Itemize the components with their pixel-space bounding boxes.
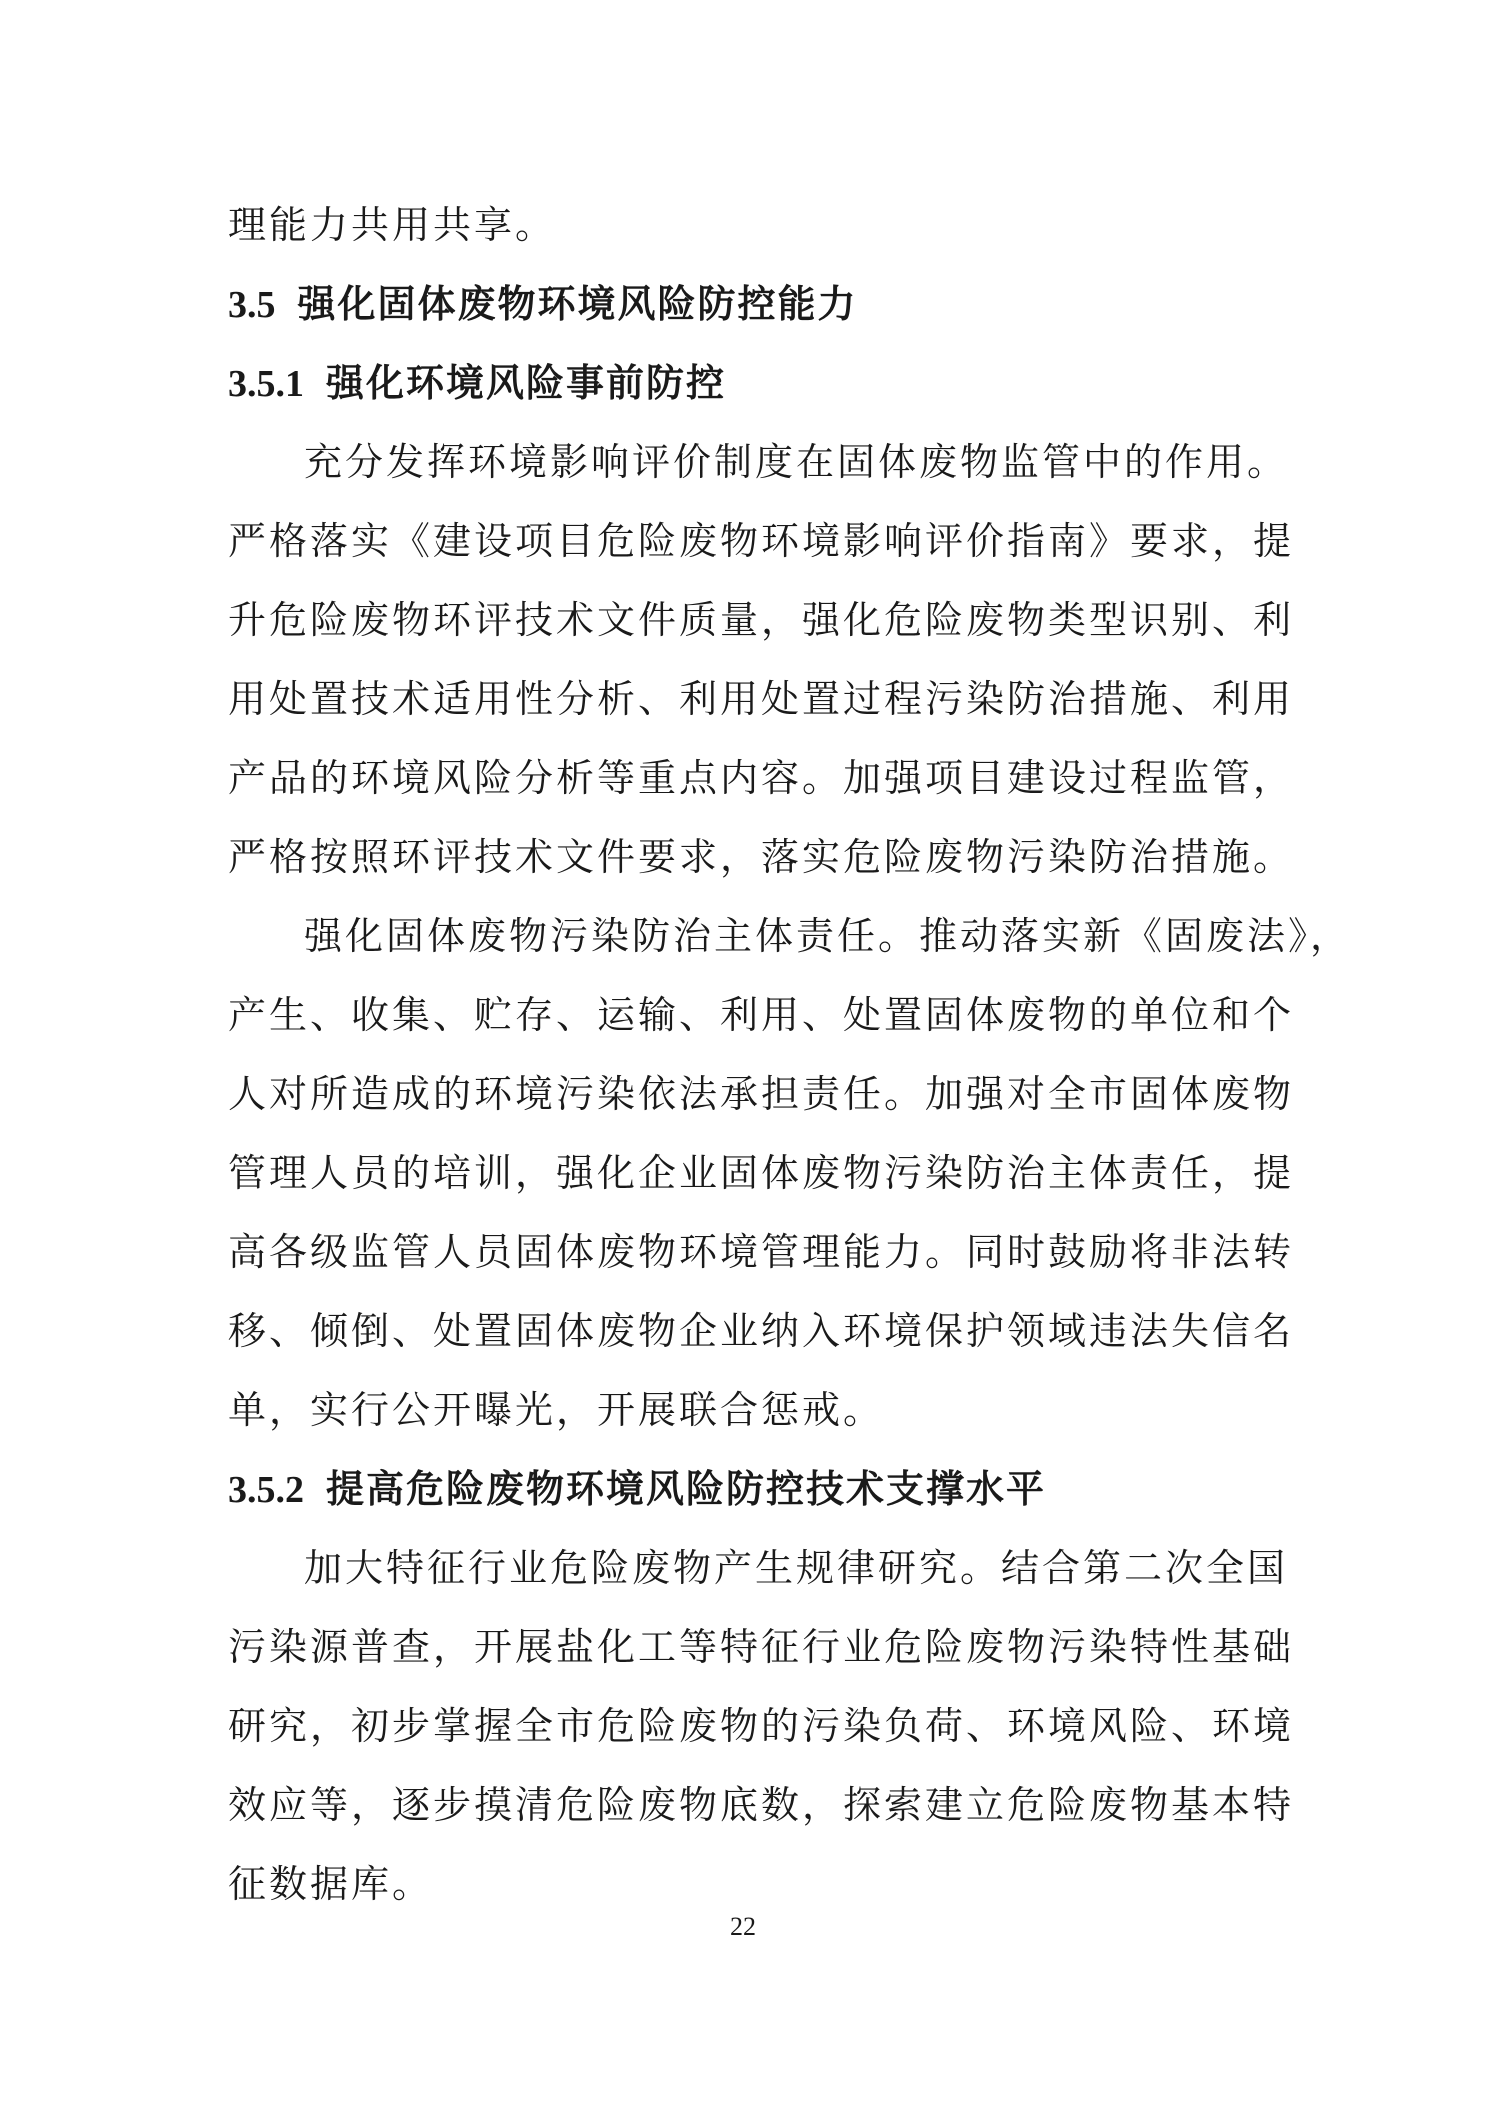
section-title: 强化环境风险事前防控: [326, 361, 727, 405]
paragraph-line: 征数据库。: [228, 1862, 434, 1906]
section-heading: [228, 344, 1268, 423]
paragraph-first-line: 强化固体废物污染防治主体责任。推动落实新《固废法》，: [304, 914, 1352, 958]
paragraph-first-line: 加大特征行业危险废物产生规律研究。结合第二次全国: [304, 1546, 1289, 1590]
section-number: 3.5.1: [228, 363, 304, 405]
section-title: 提高危险废物环境风险防控技术支撑水平: [326, 1467, 1047, 1511]
paragraph-line: 产品的环境风险分析等重点内容。加强项目建设过程监管，: [228, 756, 1295, 800]
page-number: 22: [730, 1912, 756, 1941]
paragraph-line: 移、倾倒、处置固体废物企业纳入环境保护领域违法失信名: [228, 1309, 1295, 1353]
paragraph-line: 效应等，逐步摸清危险废物底数，探索建立危险废物基本特: [228, 1783, 1295, 1827]
page-body: [228, 186, 1352, 1924]
paragraph-line: 严格落实《建设项目危险废物环境影响评价指南》要求，提: [228, 519, 1295, 563]
section-number: 3.5: [228, 284, 276, 326]
paragraph-line: 升危险废物环评技术文件质量，强化危险废物类型识别、利: [228, 598, 1295, 642]
section-heading: [228, 265, 1268, 344]
paragraph-line: 管理人员的培训，强化企业固体废物污染防治主体责任，提: [228, 1151, 1295, 1195]
section-title: 强化固体废物环境风险防控能力: [297, 282, 858, 326]
paragraph-line: 严格按照环评技术文件要求，落实危险废物污染防治措施。: [228, 835, 1295, 879]
section-heading: [228, 1450, 1268, 1529]
paragraph-line: 用处置技术适用性分析、利用处置过程污染防治措施、利用: [228, 677, 1295, 721]
paragraph-line: 理能力共用共享。: [228, 203, 557, 247]
paragraph-line: 污染源普查，开展盐化工等特征行业危险废物污染特性基础: [228, 1625, 1295, 1669]
paragraph-line: 研究，初步掌握全市危险废物的污染负荷、环境风险、环境: [228, 1704, 1295, 1748]
paragraph-line: 产生、收集、贮存、运输、利用、处置固体废物的单位和个: [228, 993, 1295, 1037]
paragraph-first-line: 充分发挥环境影响评价制度在固体废物监管中的作用。: [304, 440, 1289, 484]
paragraph-line: 人对所造成的环境污染依法承担责任。加强对全市固体废物: [228, 1072, 1295, 1116]
section-number: 3.5.2: [228, 1469, 304, 1511]
paragraph-line: 单，实行公开曝光，开展联合惩戒。: [228, 1388, 885, 1432]
paragraph-line: 高各级监管人员固体废物环境管理能力。同时鼓励将非法转: [228, 1230, 1295, 1274]
